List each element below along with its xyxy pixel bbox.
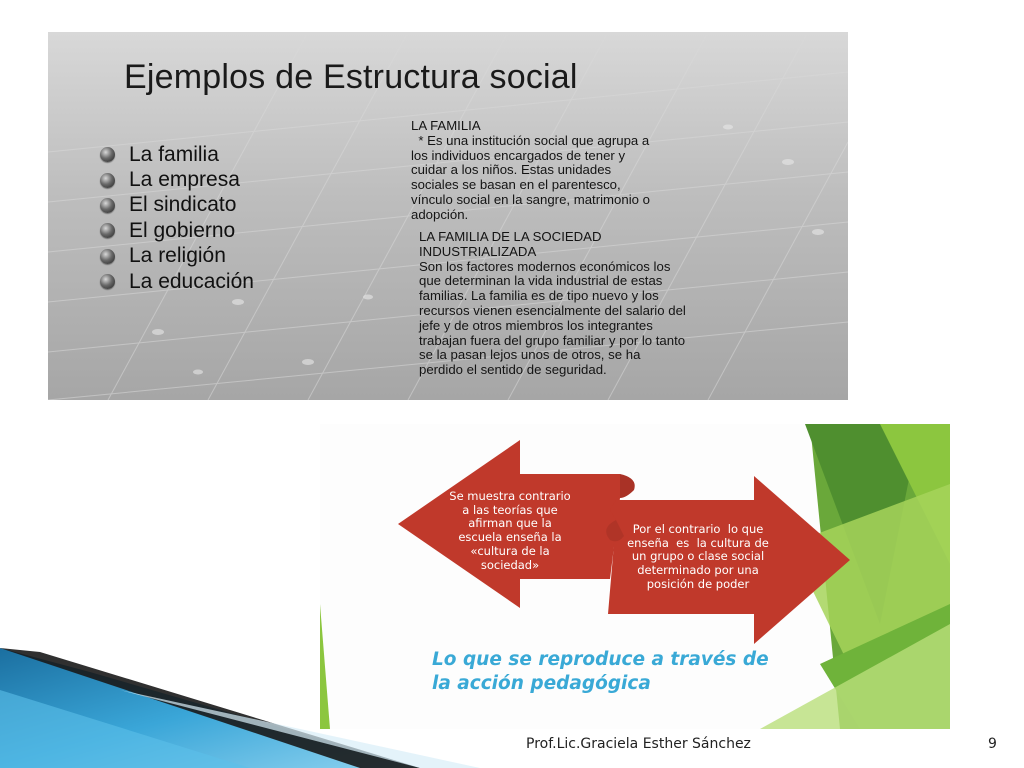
text-line: Son los factores modernos económicos los	[419, 258, 671, 274]
diagram-caption	[432, 648, 769, 696]
list-item-label: La religión	[129, 244, 226, 268]
text-line: Se muestra contrario	[449, 489, 571, 503]
footer-author: Prof.Lic.Graciela Esther Sánchez	[526, 736, 751, 752]
list-item	[100, 142, 254, 167]
text-line: enseña es la cultura de	[627, 535, 769, 550]
text-line: afirman que la	[468, 516, 552, 531]
industrial-family-description	[419, 230, 686, 378]
text-line: cuidar a los niños. Estas unidades	[411, 162, 612, 178]
list-item	[100, 269, 254, 294]
sphere-bullet-icon	[100, 147, 115, 162]
text-line: * Es una institución social que agrupa a	[411, 132, 650, 148]
left-arrow-text	[440, 490, 580, 572]
text-line: familias. La familia es de tipo nuevo y los	[419, 288, 659, 304]
text-line: INDUSTRIALIZADA	[419, 243, 537, 259]
text-line: jefe y de otros miembros los integrantes	[419, 317, 653, 333]
list-item	[100, 167, 254, 192]
sphere-bullet-icon	[100, 173, 115, 188]
right-arrow-text	[616, 523, 780, 592]
text-line: que determinan la vida industrial de estas	[419, 273, 663, 289]
text-line: LA FAMILIA DE LA SOCIEDAD	[419, 229, 602, 244]
text-line: se la pasan lejos unos de otros, se ha	[419, 347, 641, 363]
text-line: Lo que se reproduce a través de	[432, 649, 769, 670]
text-line: un grupo o clase social	[631, 549, 765, 564]
sphere-bullet-icon	[100, 198, 115, 213]
list-item	[100, 244, 254, 269]
text-line: perdido el sentido de seguridad.	[419, 362, 607, 378]
sphere-bullet-icon	[100, 274, 115, 289]
list-item	[100, 218, 254, 243]
text-line: LA FAMILIA	[411, 118, 481, 133]
list-item-label: La familia	[129, 142, 219, 166]
list-item-label: El sindicato	[129, 193, 237, 217]
text-line: determinado por una	[637, 563, 759, 578]
text-line: recursos vienen esencialmente del salario del	[419, 302, 686, 318]
text-line: «cultura de la	[470, 543, 550, 558]
pedagogy-diagram-image	[320, 424, 950, 729]
sphere-bullet-icon	[100, 249, 115, 264]
list-item	[100, 193, 254, 218]
structure-bullet-list	[100, 142, 254, 294]
list-item-label: La educación	[129, 269, 254, 293]
page-number: 9	[988, 736, 997, 752]
family-description	[411, 119, 650, 223]
text-line: escuela enseña la	[458, 530, 562, 545]
text-line: la acción pedagógica	[432, 673, 651, 694]
text-line: adopción.	[411, 206, 469, 222]
text-line: vínculo social en la sangre, matrimonio o	[411, 191, 650, 207]
list-item-label: La empresa	[129, 168, 240, 192]
text-line: posición de poder	[646, 576, 750, 591]
text-line: los individuos encargados de tener y	[411, 147, 626, 163]
list-item-label: El gobierno	[129, 218, 236, 242]
text-line: a las teorías que	[462, 502, 558, 517]
text-line: sociales se basan en el parentesco,	[411, 177, 621, 193]
sphere-bullet-icon	[100, 223, 115, 238]
structure-examples-image	[48, 32, 848, 400]
text-line: trabajan fuera del grupo familiar y por lo tanto	[419, 332, 686, 348]
text-line: sociedad»	[480, 557, 540, 572]
slide-image-title: Ejemplos de Estructura social	[124, 58, 578, 96]
text-line: Por el contrario lo que	[632, 522, 764, 536]
